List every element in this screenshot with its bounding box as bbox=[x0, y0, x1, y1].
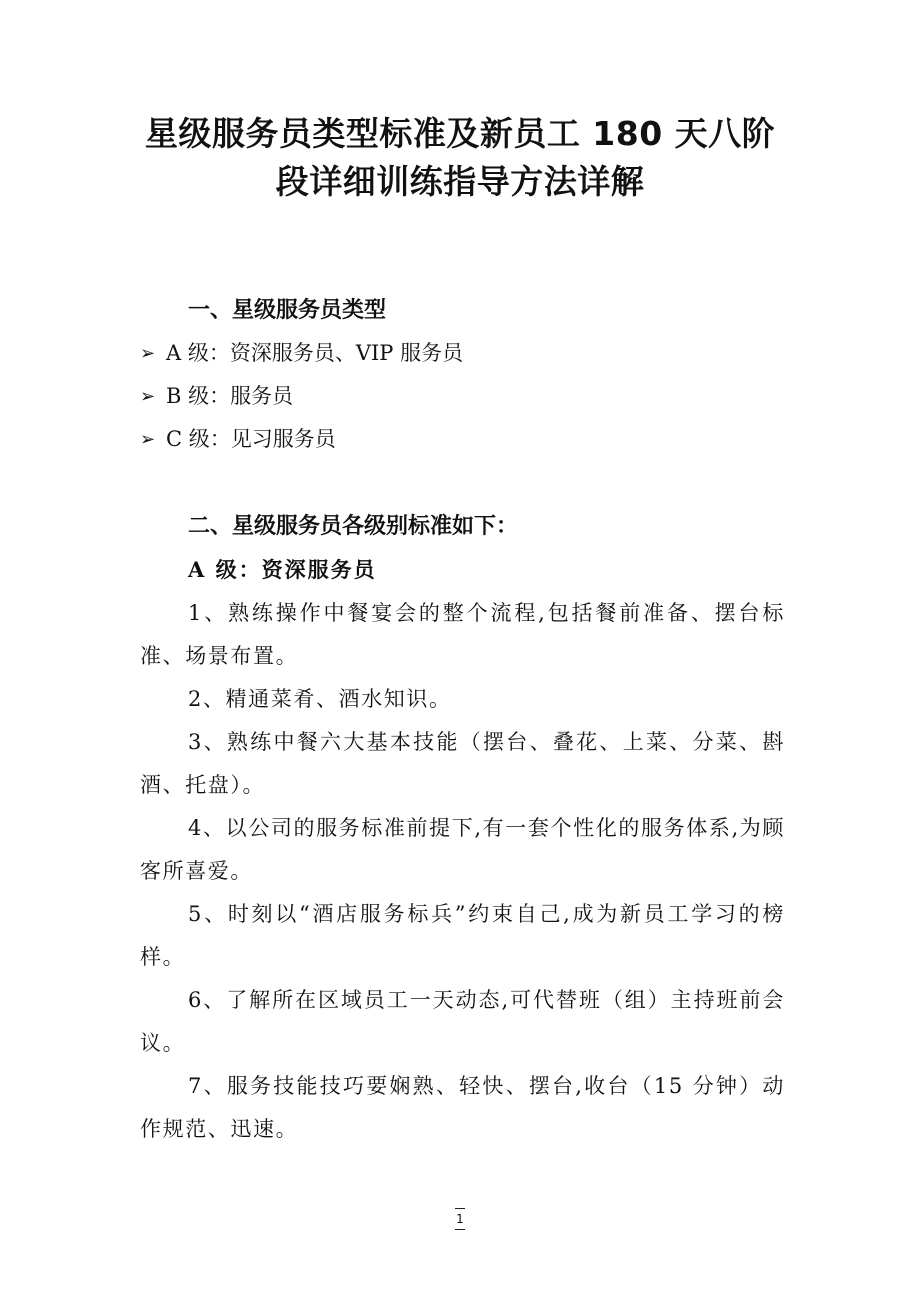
standard-item-1: 1、熟练操作中餐宴会的整个流程,包括餐前准备、摆台标准、场景布置。 bbox=[140, 601, 785, 668]
standard-item-2: 2、精通菜肴、酒水知识。 bbox=[188, 687, 452, 711]
bullet-label: B 级：服务员 bbox=[166, 384, 294, 408]
footer-divider-top bbox=[455, 1208, 465, 1209]
page-footer bbox=[440, 1208, 480, 1230]
standard-item-7: 7、服务技能技巧要娴熟、轻快、摆台,收台（15 分钟）动作规范、迅速。 bbox=[140, 1074, 785, 1141]
standard-item-3: 3、熟练中餐六大基本技能（摆台、叠花、上菜、分菜、斟酒、托盘）。 bbox=[140, 730, 785, 797]
bullet-item-b bbox=[140, 383, 293, 410]
section-1-heading: 一、星级服务员类型 bbox=[188, 298, 387, 323]
document-title-line-2: 段详细训练指导方法详解 bbox=[275, 162, 645, 201]
arrow-bullet-icon: ➢ bbox=[140, 342, 156, 364]
footer-divider-bottom bbox=[455, 1229, 465, 1230]
page-number: 1 bbox=[456, 1212, 464, 1226]
bullet-label: A 级：资深服务员、VIP 服务员 bbox=[166, 341, 464, 365]
bullet-label: C 级：见习服务员 bbox=[166, 427, 336, 451]
standard-item-6: 6、了解所在区域员工一天动态,可代替班（组）主持班前会议。 bbox=[140, 988, 785, 1055]
arrow-bullet-icon: ➢ bbox=[140, 385, 156, 407]
bullet-item-c bbox=[140, 426, 336, 453]
document-title-line-1: 星级服务员类型标准及新员工 180 天八阶 bbox=[144, 114, 776, 153]
arrow-bullet-icon: ➢ bbox=[140, 428, 156, 450]
standard-item-4: 4、以公司的服务标准前提下,有一套个性化的服务体系,为顾客所喜爱。 bbox=[140, 816, 785, 883]
section-2-subheading: A 级：资深服务员 bbox=[188, 557, 377, 582]
standard-item-5: 5、时刻以“酒店服务标兵”约束自己,成为新员工学习的榜样。 bbox=[140, 902, 785, 969]
section-2-heading: 二、星级服务员各级别标准如下： bbox=[188, 514, 519, 539]
bullet-item-a bbox=[140, 340, 463, 367]
